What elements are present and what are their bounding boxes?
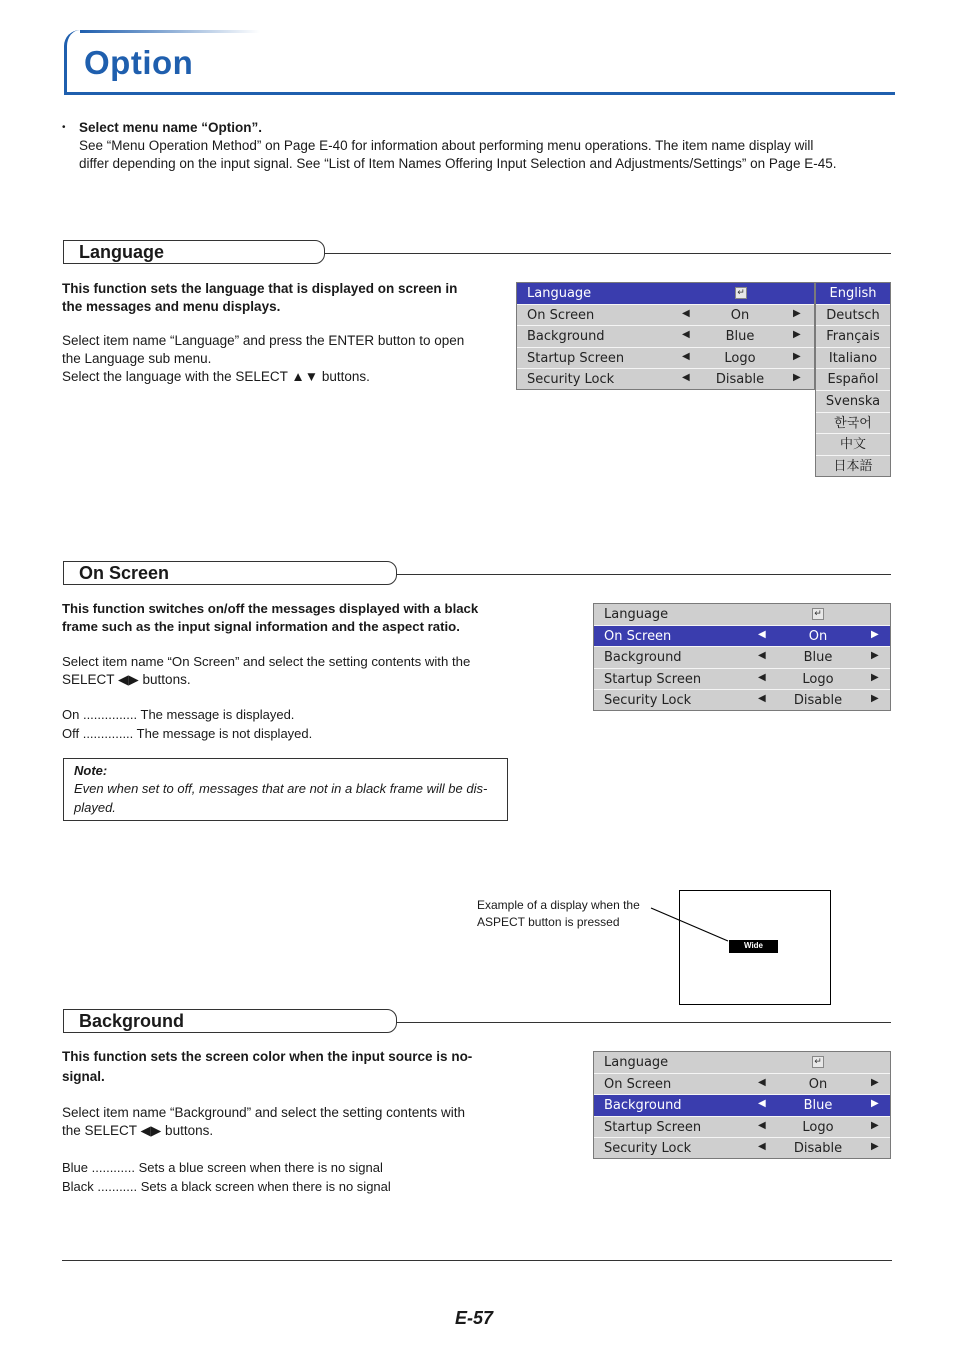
section-rule	[397, 1022, 891, 1023]
menu-row-label: Security Lock	[604, 1141, 692, 1157]
menu-row-startup-screen[interactable]	[517, 348, 814, 370]
right-arrow-icon: ▶	[871, 1119, 879, 1131]
intro-line-3: differ depending on the input signal. See “List of Item Names Offering Input Selection and Adjustments/Settings” on Page E-45.	[79, 156, 837, 171]
menu-row-on-screen[interactable]	[594, 626, 890, 648]
menu-row-background[interactable]	[517, 326, 814, 348]
enter-icon: ↵	[812, 1056, 824, 1068]
left-arrow-icon: ◀	[758, 628, 766, 640]
menu-row-label: Language	[604, 1055, 669, 1070]
right-arrow-icon: ▶	[871, 650, 879, 662]
onscreen-heading-tab	[63, 561, 397, 585]
menu-row-label: Background	[604, 1098, 682, 1114]
menu-row-value: Disable	[793, 693, 843, 709]
onscreen-heading: On Screen	[79, 563, 170, 583]
osd-menu-language	[516, 282, 815, 390]
onscreen-desc-bold-2: frame such as the input signal information and the aspect ratio.	[62, 619, 460, 634]
menu-row-security-lock[interactable]	[594, 690, 890, 712]
menu-row-value: On	[730, 307, 750, 323]
menu-row-value: Disable	[715, 372, 765, 388]
menu-row-security-lock[interactable]	[517, 369, 814, 391]
onscreen-desc-2: SELECT ◀▶ buttons.	[62, 672, 191, 687]
left-arrow-icon: ◀	[758, 650, 766, 662]
language-heading: Language	[79, 242, 165, 262]
menu-row-value: On	[808, 1076, 828, 1092]
language-option[interactable]: Français	[816, 326, 890, 348]
left-arrow-icon: ◀	[758, 693, 766, 705]
menu-row-value: Logo	[802, 671, 834, 687]
menu-row-value: Logo	[802, 1119, 834, 1135]
menu-row-value: On	[808, 628, 828, 644]
menu-row-label: Security Lock	[527, 372, 615, 388]
menu-row-value: Blue	[803, 1098, 833, 1114]
language-submenu	[815, 282, 891, 477]
menu-row-security-lock[interactable]	[594, 1138, 890, 1160]
right-arrow-icon: ▶	[793, 350, 801, 362]
language-option[interactable]: 한국어	[816, 413, 890, 435]
title-accent	[80, 30, 260, 33]
right-arrow-icon: ▶	[871, 628, 879, 640]
background-desc-1: Select item name “Background” and select the setting contents with	[62, 1105, 465, 1120]
language-desc-2: the Language sub menu.	[62, 351, 212, 366]
wide-badge: Wide	[729, 940, 778, 953]
menu-row-startup-screen[interactable]	[594, 669, 890, 691]
language-option[interactable]: Español	[816, 369, 890, 391]
background-desc-bold-1: This function sets the screen color when the input source is no-	[62, 1049, 473, 1064]
onscreen-options	[62, 705, 508, 743]
option-blue: Blue ............ Sets a blue screen when there is no signal	[62, 1160, 383, 1175]
menu-row-background[interactable]	[594, 1095, 890, 1117]
osd-menu-onscreen	[593, 603, 891, 711]
left-arrow-icon: ◀	[682, 350, 690, 362]
left-arrow-icon: ◀	[682, 372, 690, 384]
note-box	[63, 758, 508, 821]
language-desc-bold-2: the messages and menu displays.	[62, 299, 281, 314]
section-rule	[325, 253, 891, 254]
menu-row-label: Background	[604, 650, 682, 666]
option-on: On ............... The message is displayed.	[62, 707, 295, 722]
background-desc-2: the SELECT ◀▶ buttons.	[62, 1123, 214, 1138]
note-title: Note:	[74, 763, 108, 778]
menu-row-label: On Screen	[527, 307, 595, 323]
right-arrow-icon: ▶	[871, 1076, 879, 1088]
menu-row-startup-screen[interactable]	[594, 1117, 890, 1139]
note-line-2: played.	[74, 800, 116, 815]
right-arrow-icon: ▶	[793, 372, 801, 384]
menu-row-background[interactable]	[594, 647, 890, 669]
intro-line-1: Select menu name “Option”.	[79, 120, 263, 135]
menu-row-language[interactable]	[594, 604, 890, 626]
note-line-1: Even when set to off, messages that are not in a black frame will be dis-	[74, 781, 488, 796]
background-desc-bold-2: signal.	[62, 1069, 105, 1084]
example-caption	[477, 897, 640, 931]
language-desc-3: Select the language with the SELECT ▲▼ buttons.	[62, 369, 370, 384]
osd-menu-background	[593, 1051, 891, 1159]
language-option[interactable]: 日本語	[833, 458, 873, 474]
option-off: Off .............. The message is not displayed.	[62, 726, 313, 741]
right-arrow-icon: ▶	[871, 671, 879, 683]
footer-rule	[62, 1260, 892, 1261]
menu-row-label: On Screen	[604, 628, 672, 644]
onscreen-desc-bold-1: This function switches on/off the messages displayed with a black	[62, 601, 479, 616]
language-option[interactable]: Italiano	[816, 348, 890, 370]
section-rule	[397, 574, 891, 575]
intro-line-2: See “Menu Operation Method” on Page E-40 for information about performing menu operations. The item name display will	[79, 138, 814, 153]
right-arrow-icon: ▶	[793, 329, 801, 341]
language-desc-bold-1: This function sets the language that is displayed on screen in	[62, 281, 458, 296]
example-caption-2: ASPECT button is pressed	[477, 915, 620, 929]
left-arrow-icon: ◀	[758, 1119, 766, 1131]
language-desc-1: Select item name “Language” and press the ENTER button to open	[62, 333, 465, 348]
menu-row-value: Blue	[725, 329, 755, 345]
menu-row-label: Background	[527, 329, 605, 345]
language-option[interactable]: Deutsch	[816, 305, 890, 327]
menu-row-on-screen[interactable]	[517, 305, 814, 327]
background-heading-tab	[63, 1009, 397, 1033]
option-black: Black ........... Sets a black screen when there is no signal	[62, 1179, 391, 1194]
menu-row-label: Startup Screen	[527, 350, 625, 366]
menu-row-language[interactable]	[517, 283, 814, 305]
bullet: •	[62, 122, 66, 133]
left-arrow-icon: ◀	[758, 1141, 766, 1153]
example-caption-1: Example of a display when the	[477, 898, 640, 912]
left-arrow-icon: ◀	[682, 307, 690, 319]
menu-row-label: On Screen	[604, 1076, 672, 1092]
page-number: E-57	[455, 1308, 494, 1328]
background-options	[62, 1158, 508, 1196]
menu-row-on-screen[interactable]	[594, 1074, 890, 1096]
menu-row-value: Logo	[724, 350, 756, 366]
right-arrow-icon: ▶	[871, 693, 879, 705]
menu-row-label: Startup Screen	[604, 671, 702, 687]
language-option[interactable]: Svenska	[816, 391, 890, 413]
enter-icon: ↵	[812, 608, 824, 620]
menu-row-value: Disable	[793, 1141, 843, 1157]
enter-icon: ↵	[735, 287, 747, 299]
left-arrow-icon: ◀	[758, 671, 766, 683]
menu-row-value: Blue	[803, 650, 833, 666]
menu-row-label: Security Lock	[604, 693, 692, 709]
language-option[interactable]: 中文	[816, 434, 890, 456]
menu-row-label: Language	[604, 607, 669, 622]
left-arrow-icon: ◀	[758, 1098, 766, 1110]
right-arrow-icon: ▶	[871, 1098, 879, 1110]
right-arrow-icon: ▶	[793, 307, 801, 319]
language-option[interactable]: English	[816, 283, 890, 305]
menu-row-language[interactable]	[594, 1052, 890, 1074]
menu-row-label: Language	[527, 286, 592, 301]
left-arrow-icon: ◀	[682, 329, 690, 341]
right-arrow-icon: ▶	[871, 1141, 879, 1153]
page-title: Option	[84, 44, 194, 81]
onscreen-desc-1: Select item name “On Screen” and select the setting contents with the	[62, 654, 471, 669]
background-heading: Background	[79, 1011, 185, 1031]
left-arrow-icon: ◀	[758, 1076, 766, 1088]
language-heading-tab	[63, 240, 325, 264]
menu-row-label: Startup Screen	[604, 1119, 702, 1135]
